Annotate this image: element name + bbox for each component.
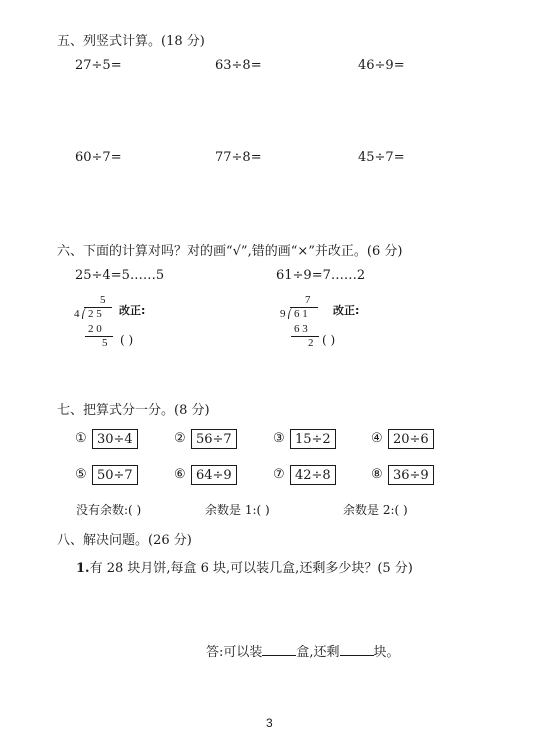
check-equation-1: 25÷4=5……5 xyxy=(75,268,165,283)
category-no-remainder xyxy=(76,501,141,518)
product: 6 3 xyxy=(294,323,308,335)
section-7-title: 七、把算式分一分。(8 分) xyxy=(57,403,210,418)
problem-1: 27÷5= xyxy=(75,58,122,73)
category-paren: ( ) xyxy=(256,503,270,517)
category-paren: ( ) xyxy=(394,503,408,517)
answer-paren-1: ( ) xyxy=(120,333,134,347)
card-expression-2: 56÷7 xyxy=(191,429,237,449)
category-paren: ( ) xyxy=(128,503,142,517)
card-expression-3: 15÷2 xyxy=(290,429,336,449)
section-8-title: 八、解决问题。(26 分) xyxy=(57,533,192,548)
card-number-2: ② xyxy=(174,431,186,446)
category-label: 余数是 1: xyxy=(205,503,257,517)
card-expression-8: 36÷9 xyxy=(388,465,434,485)
card-number-1: ① xyxy=(75,431,87,446)
section-5-title: 五、列竖式计算。(18 分) xyxy=(57,34,205,49)
problem-3: 46÷9= xyxy=(358,58,405,73)
answer-sentence xyxy=(206,641,400,660)
divisor: 4 xyxy=(74,308,80,320)
card-number-8: ⑧ xyxy=(371,467,383,482)
section-6-title: 六、下面的计算对吗？对的画“√”,错的画“×”并改正。(6 分) xyxy=(57,244,403,259)
problem-4: 60÷7= xyxy=(75,150,122,165)
remainder: 2 xyxy=(308,337,314,349)
problem-5: 77÷8= xyxy=(215,150,262,165)
correction-label-1: 改正: xyxy=(119,304,146,317)
card-expression-5: 50÷7 xyxy=(92,465,138,485)
card-number-3: ③ xyxy=(273,431,285,446)
page-number: 3 xyxy=(266,716,273,730)
card-number-5: ⑤ xyxy=(75,467,87,482)
quotient: 7 xyxy=(305,294,311,306)
card-expression-6: 64÷9 xyxy=(191,465,237,485)
quotient: 5 xyxy=(100,294,106,306)
answer-prefix: 答:可以装 xyxy=(206,645,263,660)
dividend: 2 5 xyxy=(88,308,102,320)
answer-paren-2: ( ) xyxy=(322,333,336,347)
card-expression-7: 42÷8 xyxy=(290,465,336,485)
check-equation-2: 61÷9=7……2 xyxy=(276,268,366,283)
problem-2: 63÷8= xyxy=(215,58,262,73)
card-number-7: ⑦ xyxy=(273,467,285,482)
card-expression-1: 30÷4 xyxy=(92,429,138,449)
answer-mid: 盒,还剩 xyxy=(296,645,340,660)
problem-text: 有 28 块月饼,每盒 6 块,可以装几盒,还剩多少块？(5 分) xyxy=(89,561,413,576)
category-label: 没有余数: xyxy=(76,503,129,517)
dividend: 6 1 xyxy=(294,308,308,320)
answer-blank-remainder[interactable] xyxy=(340,643,374,656)
correction-label-2: 改正: xyxy=(333,304,360,317)
category-remainder-2 xyxy=(343,501,408,518)
product: 2 0 xyxy=(88,323,102,335)
word-problem-1 xyxy=(76,557,413,576)
category-label: 余数是 2: xyxy=(343,503,395,517)
problem-6: 45÷7= xyxy=(358,150,405,165)
category-remainder-1 xyxy=(205,501,270,518)
card-number-6: ⑥ xyxy=(174,467,186,482)
remainder: 5 xyxy=(102,337,108,349)
divisor: 9 xyxy=(280,308,286,320)
problem-number: 1. xyxy=(76,561,90,576)
card-number-4: ④ xyxy=(371,431,383,446)
answer-suffix: 块。 xyxy=(373,645,400,660)
answer-blank-boxes[interactable] xyxy=(262,643,296,656)
card-expression-4: 20÷6 xyxy=(388,429,434,449)
